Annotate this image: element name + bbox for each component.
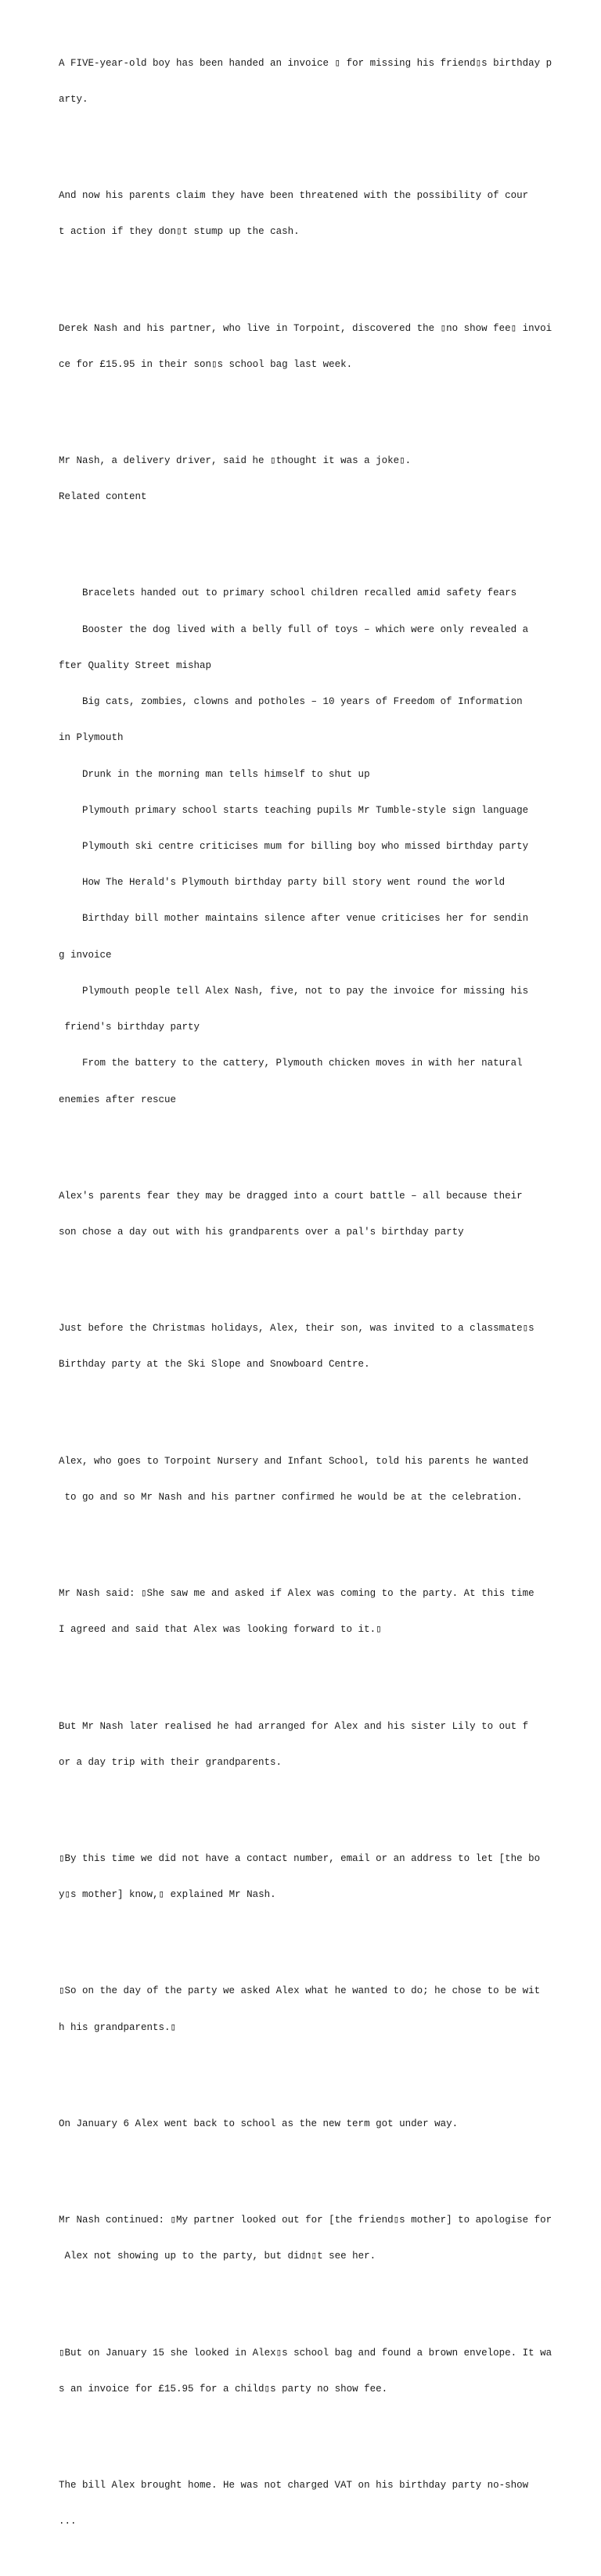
text-line: ▯But on January 15 she looked in Alex▯s school bag and found a brown envelope. It wa — [59, 2347, 552, 2359]
paragraph — [59, 1962, 575, 2058]
related-link[interactable]: Big cats, zombies, clowns and potholes – 10 years of Freedom of Information — [59, 696, 523, 708]
paragraph — [59, 1299, 575, 1395]
paragraph — [59, 2190, 575, 2287]
text-line: to go and so Mr Nash and his partner confirmed he would be at the celebration. — [59, 1491, 523, 1503]
related-link[interactable]: friend's birthday party — [59, 1022, 200, 1033]
text-line: Mr Nash, a delivery driver, said he ▯thought it was a joke▯. — [59, 454, 412, 466]
paragraph — [59, 2456, 575, 2552]
paragraph — [59, 1166, 575, 1263]
text-line: Alex not showing up to the party, but didn▯t see her. — [59, 2251, 376, 2262]
paragraph — [59, 1564, 575, 1660]
text-line: s an invoice for £15.95 for a child▯s party no show fee. — [59, 2383, 388, 2395]
related-content-list — [59, 564, 575, 1130]
paragraph — [59, 34, 575, 130]
text-line: ... — [59, 2516, 77, 2527]
related-link[interactable]: Plymouth people tell Alex Nash, five, not to pay the invoice for missing his — [59, 985, 529, 997]
text-line: And now his parents claim they have been threatened with the possibility of cour — [59, 190, 529, 202]
related-content-heading: Related content — [59, 491, 147, 503]
text-line: Alex's parents fear they may be dragged into a court battle – all because their — [59, 1190, 523, 1202]
article-text — [59, 9, 575, 2576]
text-line: Mr Nash continued: ▯My partner looked out for [the friend▯s mother] to apologise for — [59, 2215, 552, 2226]
text-line: On January 6 Alex went back to school as the new term got under way. — [59, 2118, 459, 2129]
text-line: ▯So on the day of the party we asked Alex what he wanted to do; he chose to be wit — [59, 1985, 541, 1997]
paragraph — [59, 2323, 575, 2420]
paragraph — [59, 2094, 575, 2154]
text-line: Just before the Christmas holidays, Alex, their son, was invited to a classmate▯s — [59, 1323, 534, 1335]
related-link[interactable]: in Plymouth — [59, 732, 124, 744]
text-line: ▯By this time we did not have a contact number, email or an address to let [the bo — [59, 1853, 541, 1864]
related-link[interactable]: Drunk in the morning man tells himself to shut up — [59, 768, 370, 780]
related-link[interactable]: Plymouth primary school starts teaching pupils Mr Tumble-style sign language — [59, 804, 529, 816]
paragraph — [59, 1432, 575, 1528]
text-line: or a day trip with their grandparents. — [59, 1756, 283, 1768]
text-line: The bill Alex brought home. He was not charged VAT on his birthday party no-show — [59, 2480, 529, 2492]
text-line: A FIVE-year-old boy has been handed an invoice ▯ for missing his friend▯s birthday p — [59, 57, 552, 69]
text-line: Alex, who goes to Torpoint Nursery and Infant School, told his parents he wanted — [59, 1455, 529, 1467]
related-link[interactable]: Bracelets handed out to primary school children recalled amid safety fears — [59, 587, 517, 599]
text-line: son chose a day out with his grandparents over a pal's birthday party — [59, 1226, 464, 1238]
text-line: ce for £15.95 in their son▯s school bag last week. — [59, 358, 353, 370]
paragraph — [59, 431, 575, 527]
related-link[interactable]: How The Herald's Plymouth birthday party bill story went round the world — [59, 877, 506, 889]
related-link[interactable]: g invoice — [59, 949, 112, 961]
paragraph — [59, 299, 575, 395]
paragraph — [59, 166, 575, 262]
related-link[interactable]: fter Quality Street mishap — [59, 659, 212, 671]
text-line: Derek Nash and his partner, who live in Torpoint, discovered the ▯no show fee▯ invoi — [59, 322, 552, 334]
text-line: Mr Nash said: ▯She saw me and asked if Alex was coming to the party. At this time — [59, 1588, 534, 1600]
related-link[interactable]: Booster the dog lived with a belly full of toys – which were only revealed a — [59, 623, 529, 635]
related-link[interactable]: Birthday bill mother maintains silence after venue criticises her for sendin — [59, 913, 529, 925]
paragraph — [59, 1697, 575, 1793]
text-line: t action if they don▯t stump up the cash. — [59, 226, 300, 238]
text-line: arty. — [59, 93, 88, 105]
text-line: But Mr Nash later realised he had arranged for Alex and his sister Lily to out f — [59, 1720, 529, 1732]
related-link[interactable]: enemies after rescue — [59, 1094, 177, 1105]
text-line: Birthday party at the Ski Slope and Snowboard Centre. — [59, 1359, 370, 1371]
related-link[interactable]: From the battery to the cattery, Plymouth chicken moves in with her natural — [59, 1058, 523, 1069]
text-line: y▯s mother] know,▯ explained Mr Nash. — [59, 1889, 276, 1901]
text-line: I agreed and said that Alex was looking forward to it.▯ — [59, 1624, 382, 1636]
related-link[interactable]: Plymouth ski centre criticises mum for billing boy who missed birthday party — [59, 840, 529, 852]
text-line: h his grandparents.▯ — [59, 2021, 177, 2033]
paragraph — [59, 1829, 575, 1925]
